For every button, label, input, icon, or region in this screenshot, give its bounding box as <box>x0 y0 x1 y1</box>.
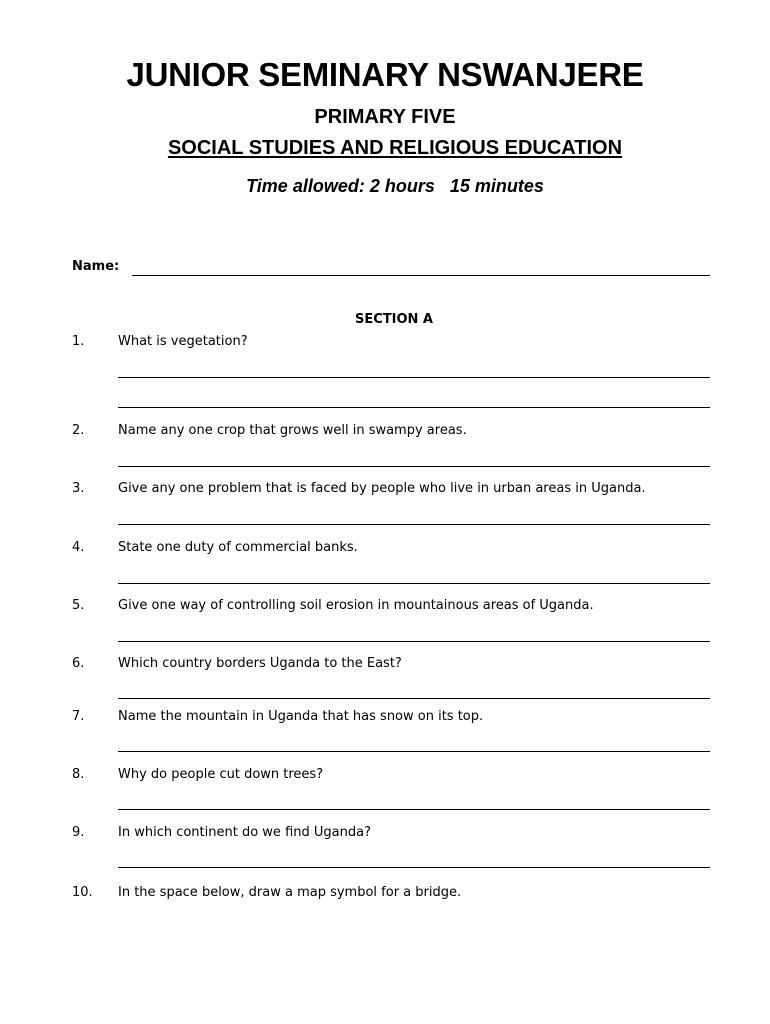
answer-line[interactable] <box>118 809 710 810</box>
subject-title <box>0 137 770 160</box>
question-text: Name any one crop that grows well in swampy areas. <box>118 423 467 438</box>
answer-line[interactable] <box>118 641 710 642</box>
question-text: Why do people cut down trees? <box>118 767 324 782</box>
question-number: 5. <box>72 598 85 613</box>
question-number: 4. <box>72 540 85 555</box>
name-label: Name: <box>72 259 120 274</box>
time-allowed: Time allowed: 2 hours 15 minutes <box>246 176 544 196</box>
question-number: 3. <box>72 481 85 496</box>
question-text: State one duty of commercial banks. <box>118 540 358 555</box>
name-field[interactable] <box>132 275 710 276</box>
answer-line[interactable] <box>118 466 710 467</box>
section-heading: SECTION A <box>354 312 433 327</box>
class-level: PRIMARY FIVE <box>314 106 456 128</box>
question-text: In the space below, draw a map symbol for a bridge. <box>118 885 462 900</box>
question-number: 2. <box>72 423 85 438</box>
question-text: What is vegetation? <box>118 334 248 349</box>
answer-line[interactable] <box>118 407 710 408</box>
answer-line[interactable] <box>118 698 710 699</box>
school-name: JUNIOR SEMINARY NSWANJERE <box>126 56 644 93</box>
answer-line[interactable] <box>118 377 710 378</box>
answer-line[interactable] <box>118 867 710 868</box>
question-text: Name the mountain in Uganda that has snow on its top. <box>118 709 484 724</box>
question-text: Which country borders Uganda to the East? <box>118 656 402 671</box>
question-text: Give any one problem that is faced by people who live in urban areas in Uganda. <box>118 481 646 496</box>
question-number: 7. <box>72 709 85 724</box>
question-number: 6. <box>72 656 85 671</box>
question-number: 1. <box>72 334 85 349</box>
question-text: Give one way of controlling soil erosion in mountainous areas of Uganda. <box>118 598 594 613</box>
question-text: In which continent do we find Uganda? <box>118 825 371 840</box>
answer-line[interactable] <box>118 751 710 752</box>
question-number: 10. <box>72 885 93 900</box>
answer-line[interactable] <box>118 524 710 525</box>
question-number: 9. <box>72 825 85 840</box>
subject-title-text: SOCIAL STUDIES AND RELIGIOUS EDUCATION <box>167 137 623 159</box>
question-number: 8. <box>72 767 85 782</box>
answer-line[interactable] <box>118 583 710 584</box>
